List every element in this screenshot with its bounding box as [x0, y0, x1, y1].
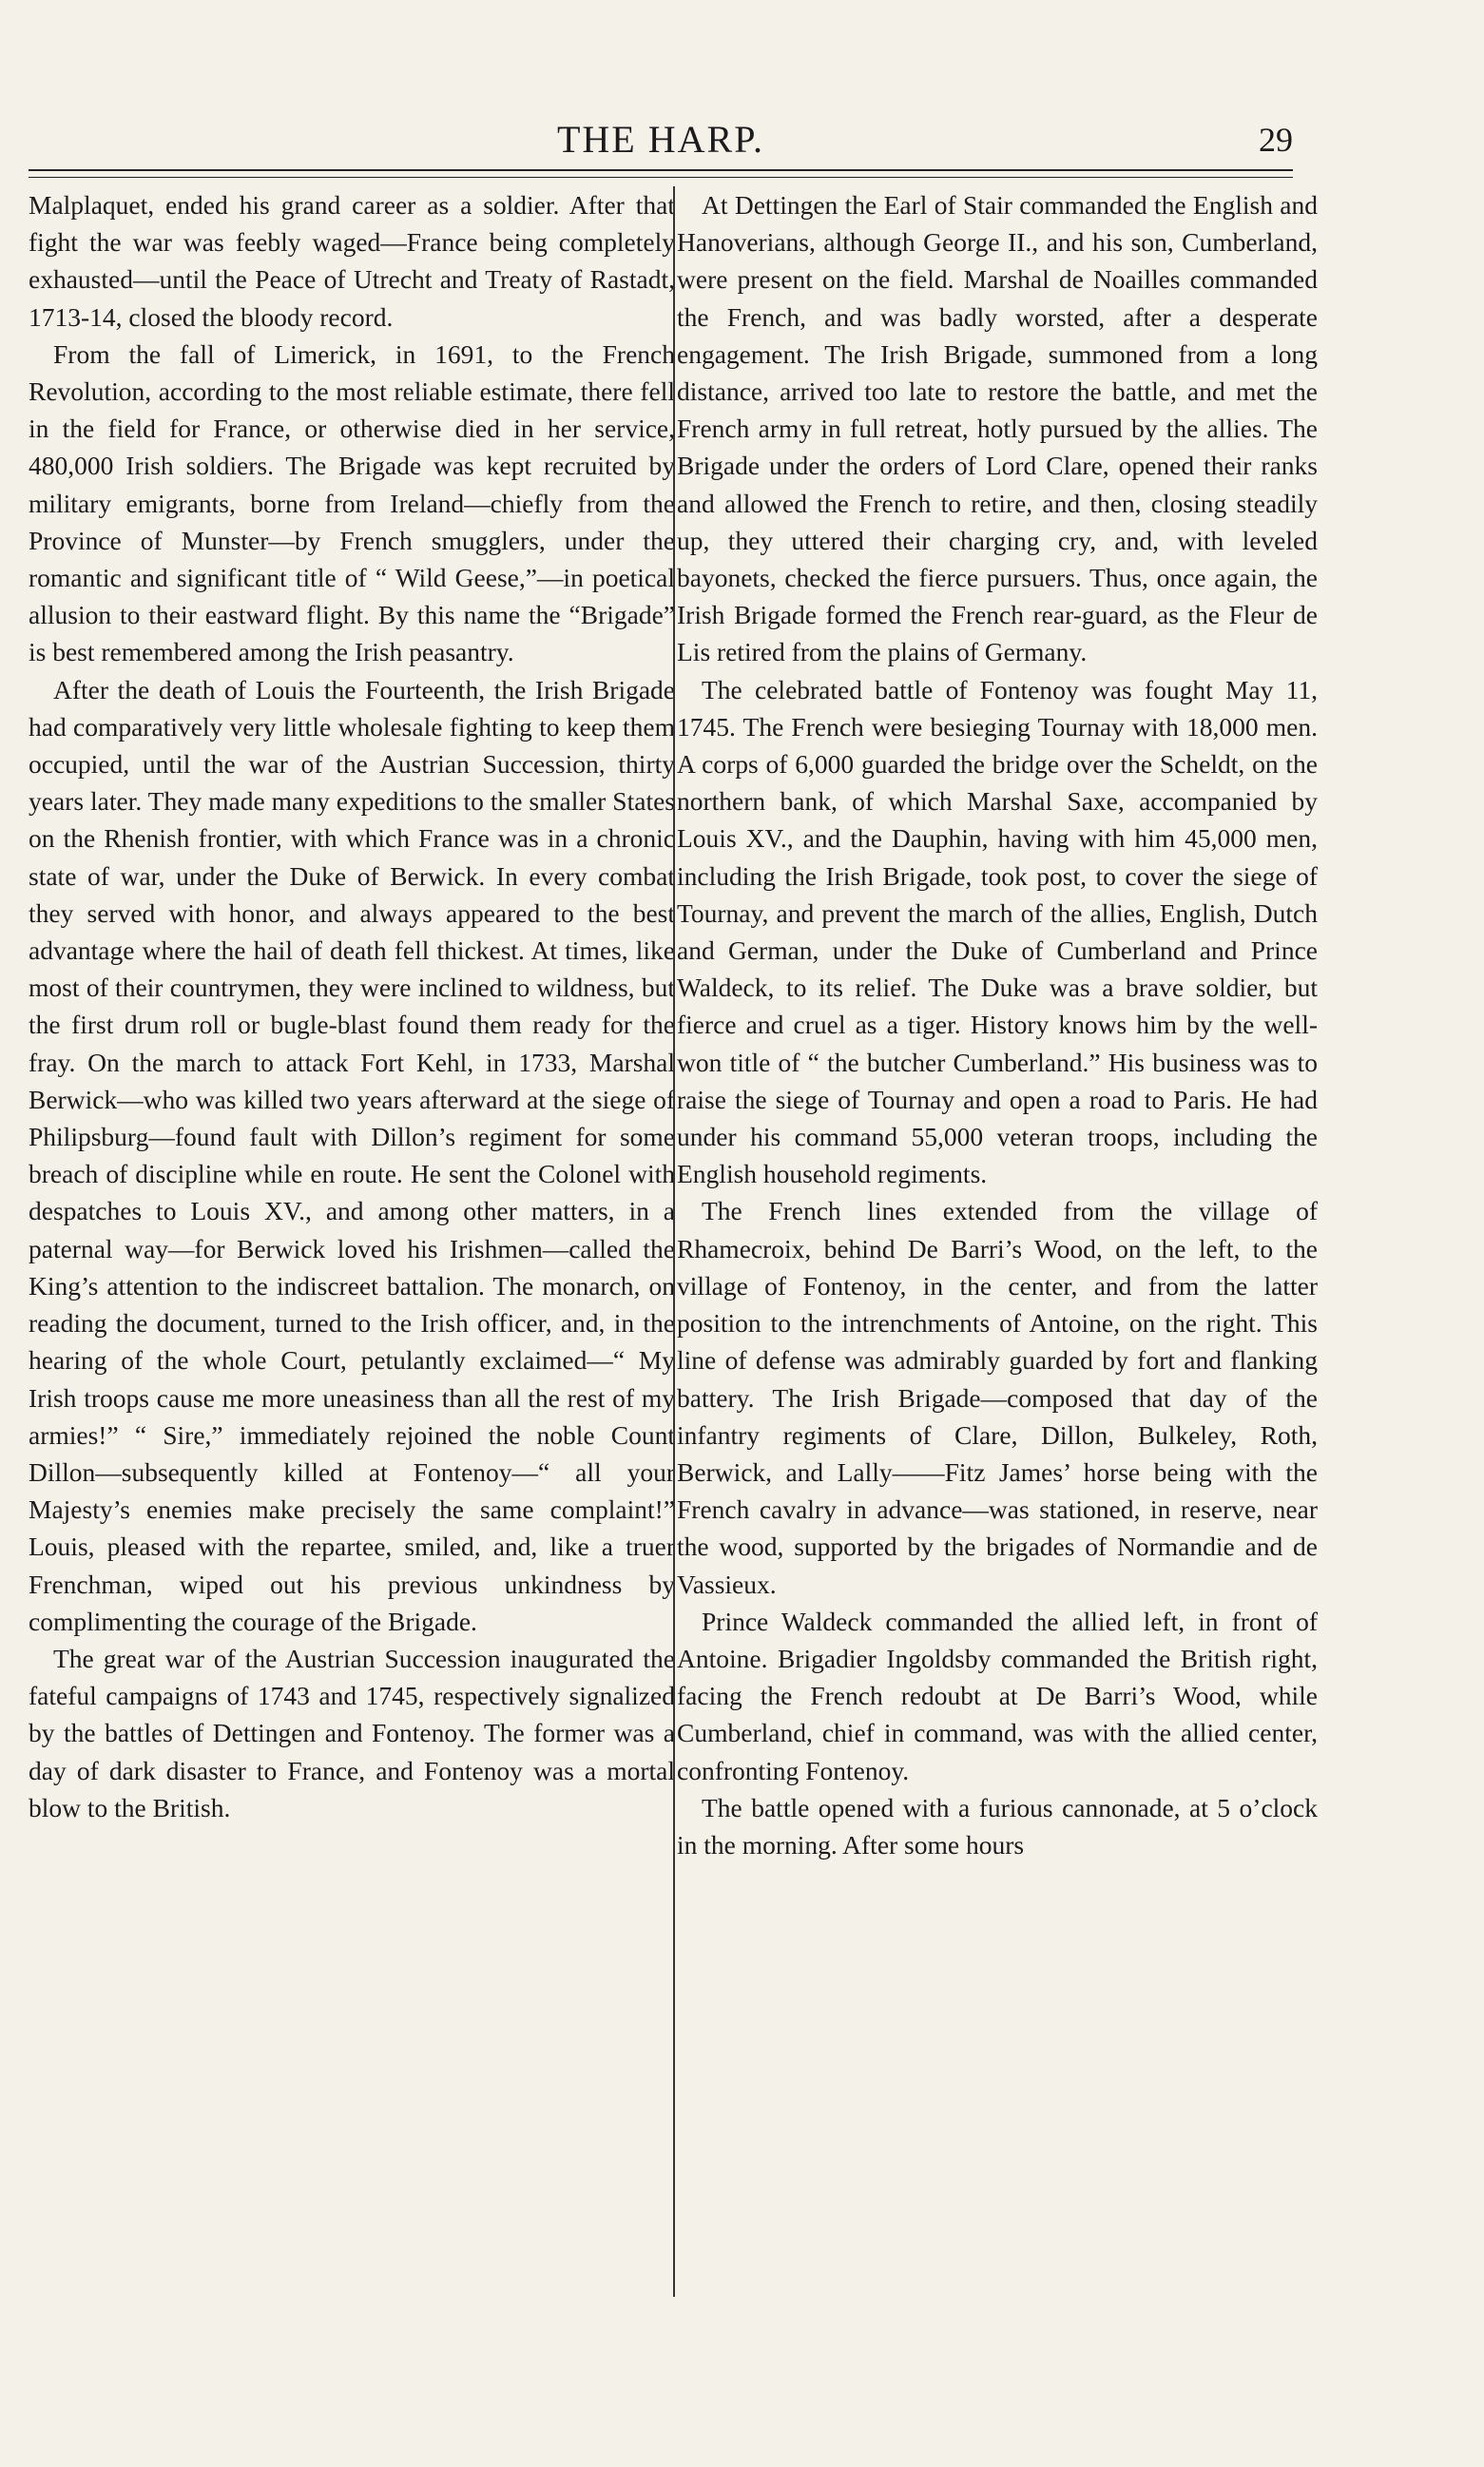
column-divider	[673, 186, 675, 2297]
right-column	[677, 186, 1318, 1863]
paragraph: Prince Waldeck commanded the allied left, in front of Antoine. Brigadier Ingoldsby commanded the British right, facing the French redoubt at De Barri’s Wood, while Cumberland, chief in command, was with the allied center, confronting Fontenoy.	[677, 1606, 1318, 1785]
paragraph: The celebrated battle of Fontenoy was fought May 11, 1745. The French were besieging Tournay with 18,000 men. A corps of 6,000 guarded the bridge over the Scheldt, on the northern bank, of which Marshal Saxe, accompanied by Louis XV., and the Dauphin, having with him 45,000 men, including the Irish Brigade, took post, to cover the siege of Tournay, and prevent the march of the allies, English, Dutch and German, under the Duke of Cumberland and Prince Waldeck, to its relief. The Duke was a brave soldier, but fierce and cruel as a tiger. History knows him by the well-won title of “ the butcher Cumberland.” His business was to raise the siege of Tournay and open a road to Paris. He had under his command 55,000 veteran troops, including the English household regiments.	[677, 674, 1318, 1189]
paragraph: Malplaquet, ended his grand career as a soldier. After that fight the war was feebly waged—France being completely exhausted—until the Peace of Utrecht and Treaty of Rastadt, 1713-14, closed the bloody record.	[29, 190, 675, 332]
paragraph: The great war of the Austrian Succession inaugurated the fateful campaigns of 1743 and 1745, respectively signalized by the battles of Dettingen and Fontenoy. The former was a day of dark disaster to France, and Fontenoy was a mortal blow to the British.	[29, 1643, 675, 1822]
running-title: THE HARP.	[556, 118, 765, 161]
paragraph: After the death of Louis the Fourteenth, the Irish Brigade had comparatively very little wholesale fighting to keep them occupied, until the war of the Austrian Succession, thirty years later. They made many expeditions to the smaller States on the Rhenish frontier, with which France was in a chronic state of war, under the Duke of Berwick. In every combat they served with honor, and always appeared to the best advantage where the hail of death fell thickest. At times, like most of their countrymen, they were inclined to wildness, but the first drum roll or bugle-blast found them ready for the fray. On the march to attack Fort Kehl, in 1733, Marshal Berwick—who was killed two years afterward at the siege of Philipsburg—found fault with Dillon’s regiment for some breach of discipline while en route. He sent the Colonel with despatches to Louis XV., and among other matters, in a paternal way—for Berwick loved his Irishmen—called the King’s attention to the indiscreet battalion. The monarch, on reading the document, turned to the Irish officer, and, in the hearing of the whole Court, petulantly exclaimed—“ My Irish troops cause me more uneasiness than all the rest of my armies!” “ Sire,” immediately rejoined the noble Count Dillon—subsequently killed at Fontenoy—“ all your Majesty’s enemies make precisely the same complaint!” Louis, pleased with the repartee, smiled, and, like a truer Frenchman, wiped out his previous unkindness by complimenting the courage of the Brigade.	[29, 674, 675, 1636]
page-number: 29	[1259, 121, 1293, 159]
header-rule-thick	[29, 169, 1293, 171]
paragraph: The French lines extended from the village of Rhamecroix, behind De Barri’s Wood, on the left, to the village of Fontenoy, in the center, and from the latter position to the intrenchments of Antoine, on the right. This line of defense was admirably guarded by fort and flanking battery. The Irish Brigade—composed that day of the infantry regiments of Clare, Dillon, Bulkeley, Roth, Berwick, and Lally——Fitz James’ horse being with the French cavalry in advance—was stationed, in reserve, near the wood, supported by the brigades of Normandie and de Vassieux.	[677, 1196, 1318, 1599]
header-rule-thin	[29, 177, 1293, 178]
paragraph: The battle opened with a furious cannonade, at 5 o’clock in the morning. After some hours	[677, 1792, 1318, 1860]
left-column	[29, 186, 675, 1826]
paragraph: From the fall of Limerick, in 1691, to the French Revolution, according to the most reliable estimate, there fell in the field for France, or otherwise died in her service, 480,000 Irish soldiers. The Brigade was kept recruited by military emigrants, borne from Ireland—chiefly from the Province of Munster—by French smugglers, under the romantic and significant title of “ Wild Geese,”—in poetical allusion to their eastward flight. By this name the “Brigade” is best remembered among the Irish peasantry.	[29, 338, 675, 667]
page-header	[29, 112, 1293, 167]
paragraph: At Dettingen the Earl of Stair commanded the English and Hanoverians, although George II., and his son, Cumberland, were present on the field. Marshal de Noailles commanded the French, and was badly worsted, after a desperate engagement. The Irish Brigade, summoned from a long distance, arrived too late to restore the battle, and met the French army in full retreat, hotly pursued by the allies. The Brigade under the orders of Lord Clare, opened their ranks and allowed the French to retire, and then, closing steadily up, they uttered their charging cry, and, with leveled bayonets, checked the fierce pursuers. Thus, once again, the Irish Brigade formed the French rear-guard, as the Fleur de Lis retired from the plains of Germany.	[677, 190, 1318, 667]
